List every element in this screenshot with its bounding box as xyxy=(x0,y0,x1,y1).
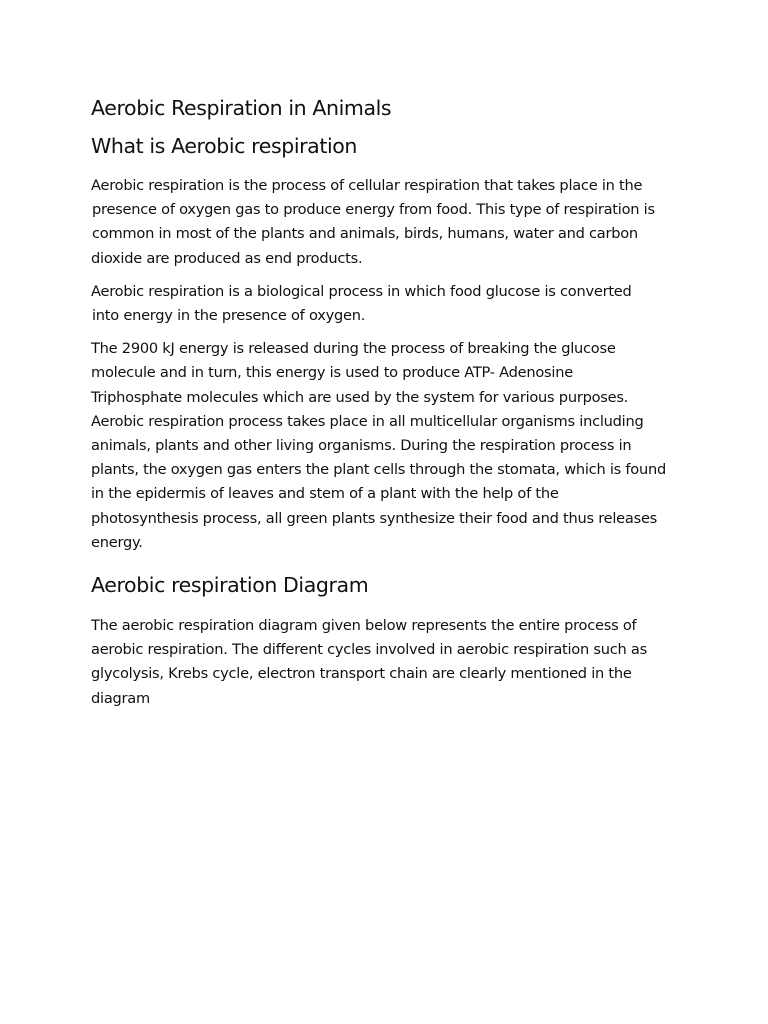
paragraph-line: in the epidermis of leaves and stem of a plant with the help of the xyxy=(91,485,559,503)
paragraph-line: aerobic respiration. The different cycles involved in aerobic respiration such as xyxy=(91,641,647,659)
paragraph-line: The aerobic respiration diagram given below represents the entire process of xyxy=(91,617,637,635)
paragraph-definition xyxy=(91,174,681,271)
paragraph-line: Aerobic respiration process takes place in all multicellular organisms including xyxy=(91,412,644,430)
document-body xyxy=(91,92,681,720)
paragraph-line: photosynthesis process, all green plants synthesize their food and thus releases xyxy=(91,509,658,527)
paragraph-line: Aerobic respiration is the process of cellular respiration that takes place in the xyxy=(91,177,643,194)
paragraph-diagram-description xyxy=(91,614,681,711)
section-heading-diagram: Aerobic respiration Diagram xyxy=(91,573,369,598)
section-heading-what-is-aerobic-respiration: What is Aerobic respiration xyxy=(91,134,358,158)
paragraph-line: The 2900 kJ energy is released during the process of breaking the glucose xyxy=(91,340,616,358)
paragraph-line: Aerobic respiration is a biological process in which food glucose is converted xyxy=(91,282,632,300)
paragraph-line: presence of oxygen gas to produce energy from food. This type of respiration is xyxy=(92,201,655,219)
paragraph-line: plants, the oxygen gas enters the plant cells through the stomata, which is found xyxy=(91,461,666,479)
paragraph-line: glycolysis, Krebs cycle, electron transport chain are clearly mentioned in the xyxy=(91,665,632,683)
paragraph-line: animals, plants and other living organisms. During the respiration process in xyxy=(91,437,632,455)
paragraph-line: common in most of the plants and animals, birds, humans, water and carbon xyxy=(92,225,638,243)
paragraph-line: Triphosphate molecules which are used by the system for various purposes. xyxy=(91,388,629,406)
paragraph-energy-release xyxy=(91,337,681,555)
paragraph-biological-process xyxy=(91,280,681,328)
paragraph-line: into energy in the presence of oxygen. xyxy=(92,307,366,325)
paragraph-line: diagram xyxy=(91,689,150,707)
paragraph-line: energy. xyxy=(91,533,143,551)
document-title: Aerobic Respiration in Animals xyxy=(91,96,392,120)
paragraph-line: molecule and in turn, this energy is used to produce ATP- Adenosine xyxy=(91,364,573,382)
paragraph-line: dioxide are produced as end products. xyxy=(91,249,363,267)
